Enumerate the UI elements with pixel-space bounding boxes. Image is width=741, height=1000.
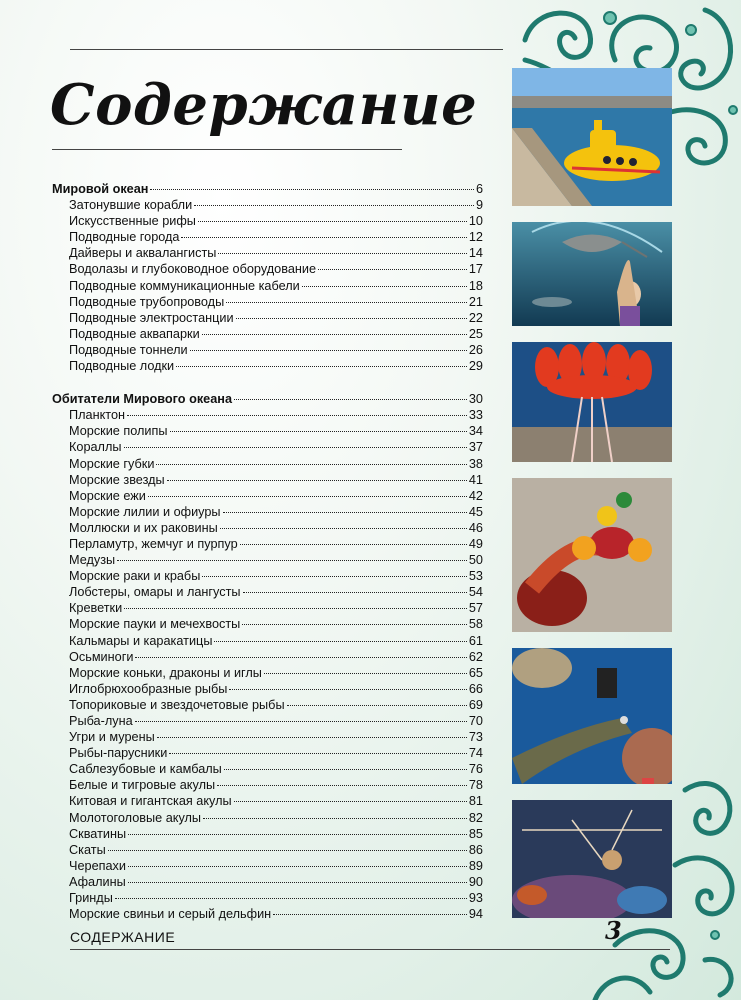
toc-entry[interactable] [52, 423, 483, 439]
toc-section [52, 391, 483, 922]
toc-entry-title: Подводные электростанции [69, 310, 234, 325]
toc-entry-title: Мировой океан [52, 182, 149, 196]
footer-section-label: СОДЕРЖАНИЕ [70, 929, 176, 945]
toc-entry[interactable] [52, 520, 483, 536]
toc-entry-title: Искусственные рифы [69, 214, 196, 229]
toc-entry-page: 90 [468, 874, 483, 889]
toc-entry[interactable] [52, 890, 483, 906]
dot-leader [128, 881, 467, 883]
toc-entry-page: 70 [468, 714, 483, 728]
toc-entry-title: Морские ежи [69, 488, 146, 503]
dot-leader [194, 204, 474, 206]
toc-entry[interactable] [52, 536, 483, 552]
toc-entry-title: Скаты [69, 842, 106, 857]
dot-leader [264, 672, 467, 674]
dot-leader [218, 252, 466, 254]
toc-entry-title: Гринды [69, 891, 113, 906]
toc-entry-title: Подводные аквапарки [69, 326, 200, 341]
toc-entry-title: Угри и мурены [69, 730, 155, 745]
dot-leader [243, 591, 467, 593]
toc-entry-title: Морские губки [69, 456, 155, 471]
toc-entry[interactable] [52, 793, 483, 809]
toc-entry[interactable] [52, 504, 483, 520]
toc-entry-title: Морские лилии и офиуры [69, 504, 221, 519]
toc-entry[interactable] [52, 456, 483, 472]
toc-entry-page: 22 [468, 310, 483, 325]
toc-entry-title: Подводные коммуникационные кабели [69, 278, 300, 293]
toc-entry-title: Кальмары и каракатицы [69, 633, 213, 648]
dot-leader [181, 236, 466, 238]
toc-entry-title: Планктон [69, 408, 126, 423]
toc-entry[interactable] [52, 552, 483, 568]
toc-entry[interactable] [52, 697, 483, 713]
dot-leader [190, 349, 467, 351]
dot-leader [127, 414, 467, 416]
dot-leader [242, 623, 467, 625]
toc-entry-page: 25 [468, 326, 483, 341]
dot-leader [229, 688, 466, 690]
dot-leader [124, 607, 467, 609]
dot-leader [240, 543, 467, 545]
toc-entry-page: 10 [468, 214, 483, 229]
toc-entry-page: 66 [468, 681, 483, 696]
toc-entry-page: 29 [468, 359, 483, 374]
dot-leader [135, 656, 466, 658]
toc-entry-page: 14 [468, 246, 483, 261]
toc-entry[interactable] [52, 665, 483, 681]
toc-entry-page: 9 [475, 198, 483, 213]
toc-entry-page: 54 [468, 585, 483, 600]
toc-entry[interactable] [52, 229, 483, 245]
toc-entry-title: Подводные тоннели [69, 342, 188, 357]
toc-entry-page: 69 [468, 697, 483, 712]
toc-entry-page: 53 [468, 569, 483, 584]
toc-entry-title: Водолазы и глубоководное оборудование [69, 262, 317, 277]
dot-leader [318, 268, 467, 270]
toc-entry-page: 65 [468, 665, 483, 680]
toc-entry-title: Иглобрюхообразные рыбы [69, 681, 228, 696]
toc-entry[interactable] [52, 681, 483, 697]
toc-entry-page: 93 [468, 891, 483, 906]
toc-entry[interactable] [52, 342, 483, 358]
dot-leader [128, 833, 467, 835]
toc-entry-title: Морские коньки, драконы и иглы [69, 665, 262, 680]
toc-entry-title: Китовая и гигантская акулы [69, 794, 232, 809]
toc-entry[interactable] [52, 906, 483, 922]
toc-entry-page: 81 [468, 794, 483, 809]
toc-section-heading[interactable] [52, 181, 483, 197]
toc-entry-title: Морские свиньи и серый дельфин [69, 907, 272, 922]
toc-entry-title: Скватины [69, 826, 127, 841]
photo-yellow-submarine [512, 68, 672, 206]
toc-entry-title: Морские раки и крабы [69, 569, 201, 584]
dot-leader [157, 736, 467, 738]
toc-entry-page: 26 [468, 342, 483, 357]
toc-entry[interactable] [52, 826, 483, 842]
dot-leader [220, 527, 467, 529]
top-rule [70, 49, 503, 50]
toc-entry-page: 49 [468, 536, 483, 551]
toc-entry-page: 12 [468, 230, 483, 245]
title-underline [52, 149, 402, 150]
dot-leader [202, 333, 467, 335]
toc-entry-title: Белые и тигровые акулы [69, 778, 216, 793]
dot-leader [169, 752, 467, 754]
toc-entry[interactable] [52, 713, 483, 729]
toc-entry-page: 61 [468, 633, 483, 648]
toc-entry-page: 76 [468, 762, 483, 777]
toc-entry-title: Черепахи [69, 858, 126, 873]
toc-entry-page: 45 [468, 504, 483, 519]
toc-entry[interactable] [52, 197, 483, 213]
dot-leader [214, 640, 466, 642]
dot-leader [148, 495, 467, 497]
toc-entry-title: Морские пауки и мечехвосты [69, 617, 241, 632]
toc-entry[interactable] [52, 810, 483, 826]
toc-entry[interactable] [52, 858, 483, 874]
dot-leader [236, 317, 467, 319]
toc-entry[interactable] [52, 745, 483, 761]
toc-entry-page: 94 [468, 907, 483, 922]
toc-entry[interactable] [52, 874, 483, 890]
toc-entry-page: 17 [468, 262, 483, 277]
toc-entry-page: 33 [468, 408, 483, 423]
dot-leader [135, 720, 467, 722]
toc-entry-title: Моллюски и их раковины [69, 520, 218, 535]
toc-entry-title: Медузы [69, 553, 116, 568]
toc-entry[interactable] [52, 568, 483, 584]
toc-entry-page: 86 [468, 842, 483, 857]
dot-leader [287, 704, 467, 706]
toc-entry-title: Перламутр, жемчуг и пурпур [69, 536, 238, 551]
dot-leader [217, 784, 467, 786]
toc-entry-title: Креветки [69, 601, 123, 616]
toc-section [52, 181, 483, 374]
toc-entry-page: 18 [468, 278, 483, 293]
toc-entry[interactable] [52, 407, 483, 423]
toc-entry-title: Дайверы и аквалангисты [69, 246, 217, 261]
toc-entry-page: 62 [468, 649, 483, 664]
toc-entry[interactable] [52, 326, 483, 342]
photo-mantis-shrimp [512, 478, 672, 632]
dot-leader [203, 817, 467, 819]
toc-entry-page: 85 [468, 826, 483, 841]
toc-entry-page: 41 [468, 472, 483, 487]
toc-entry[interactable] [52, 439, 483, 455]
dot-leader [234, 800, 467, 802]
toc-entry[interactable] [52, 294, 483, 310]
toc-entry[interactable] [52, 761, 483, 777]
toc-entry-title: Рыбы-парусники [69, 746, 168, 761]
toc-entry-page: 30 [468, 392, 483, 407]
toc-entry-title: Осьминоги [69, 649, 134, 664]
toc-entry[interactable] [52, 633, 483, 649]
toc-entry-page: 50 [468, 553, 483, 568]
dot-leader [115, 897, 467, 899]
toc-entry-title: Молотоголовые акулы [69, 810, 202, 825]
toc-entry-page: 42 [468, 488, 483, 503]
toc-entry-title: Подводные лодки [69, 359, 175, 374]
photo-aquarium-ray [512, 222, 672, 326]
toc-entry-page: 58 [468, 617, 483, 632]
dot-leader [226, 301, 467, 303]
toc-entry[interactable] [52, 729, 483, 745]
toc-entry[interactable] [52, 600, 483, 616]
toc-entry-page: 82 [468, 810, 483, 825]
toc-entry[interactable] [52, 310, 483, 326]
dot-leader [170, 430, 467, 432]
dot-leader [167, 479, 467, 481]
toc-entry-page: 78 [468, 778, 483, 793]
toc-entry[interactable] [52, 488, 483, 504]
photo-red-polyp [512, 342, 672, 462]
photo-cleaner-shrimp [512, 800, 672, 918]
toc-section-heading[interactable] [52, 391, 483, 407]
toc-entry-page: 73 [468, 730, 483, 745]
dot-leader [198, 220, 467, 222]
toc-entry[interactable] [52, 358, 483, 374]
toc-entry-page: 38 [468, 456, 483, 471]
dot-leader [117, 559, 467, 561]
toc-entry-page: 34 [468, 424, 483, 439]
toc-entry-page: 37 [468, 440, 483, 455]
toc-entry-title: Обитатели Мирового океана [52, 392, 233, 407]
dot-leader [202, 575, 467, 577]
toc-entry[interactable] [52, 245, 483, 261]
dot-leader [124, 446, 467, 448]
toc-entry[interactable] [52, 777, 483, 793]
dot-leader [302, 285, 467, 287]
toc-entry-title: Морские полипы [69, 424, 168, 439]
toc-entry-page: 57 [468, 601, 483, 616]
toc-entry-title: Морские звезды [69, 472, 165, 487]
toc-entry-page: 6 [475, 182, 483, 196]
page-number: 3 [605, 916, 622, 945]
toc-entry[interactable] [52, 213, 483, 229]
toc-entry[interactable] [52, 472, 483, 488]
table-of-contents [52, 181, 483, 922]
toc-entry[interactable] [52, 261, 483, 277]
dot-leader [108, 849, 467, 851]
toc-entry[interactable] [52, 278, 483, 294]
dot-leader [273, 913, 467, 915]
toc-entry-title: Топориковые и звездочетовые рыбы [69, 697, 285, 712]
toc-entry[interactable] [52, 842, 483, 858]
toc-entry-title: Рыба-луна [69, 714, 133, 728]
toc-entry[interactable] [52, 616, 483, 632]
bottom-rule [70, 949, 670, 950]
toc-entry-title: Кораллы [69, 440, 122, 455]
page-title: Содержание [50, 72, 478, 138]
dot-leader [150, 188, 473, 190]
toc-entry-title: Афалины [69, 874, 126, 889]
toc-entry-title: Затонувшие корабли [69, 198, 193, 213]
toc-entry-page: 46 [468, 520, 483, 535]
dot-leader [128, 865, 467, 867]
dot-leader [176, 365, 467, 367]
toc-entry-title: Подводные трубопроводы [69, 294, 225, 309]
toc-entry-title: Саблезубовые и камбалы [69, 762, 222, 777]
toc-entry-title: Лобстеры, омары и лангусты [69, 585, 241, 600]
dot-leader [223, 511, 467, 513]
dot-leader [224, 768, 467, 770]
toc-entry-title: Подводные города [69, 230, 180, 245]
toc-entry-page: 21 [468, 294, 483, 309]
photo-moray-eel-diver [512, 648, 672, 784]
toc-entry[interactable] [52, 649, 483, 665]
toc-entry-page: 74 [468, 746, 483, 761]
toc-entry[interactable] [52, 584, 483, 600]
dot-leader [156, 463, 466, 465]
toc-entry-page: 89 [468, 858, 483, 873]
dot-leader [234, 398, 467, 400]
